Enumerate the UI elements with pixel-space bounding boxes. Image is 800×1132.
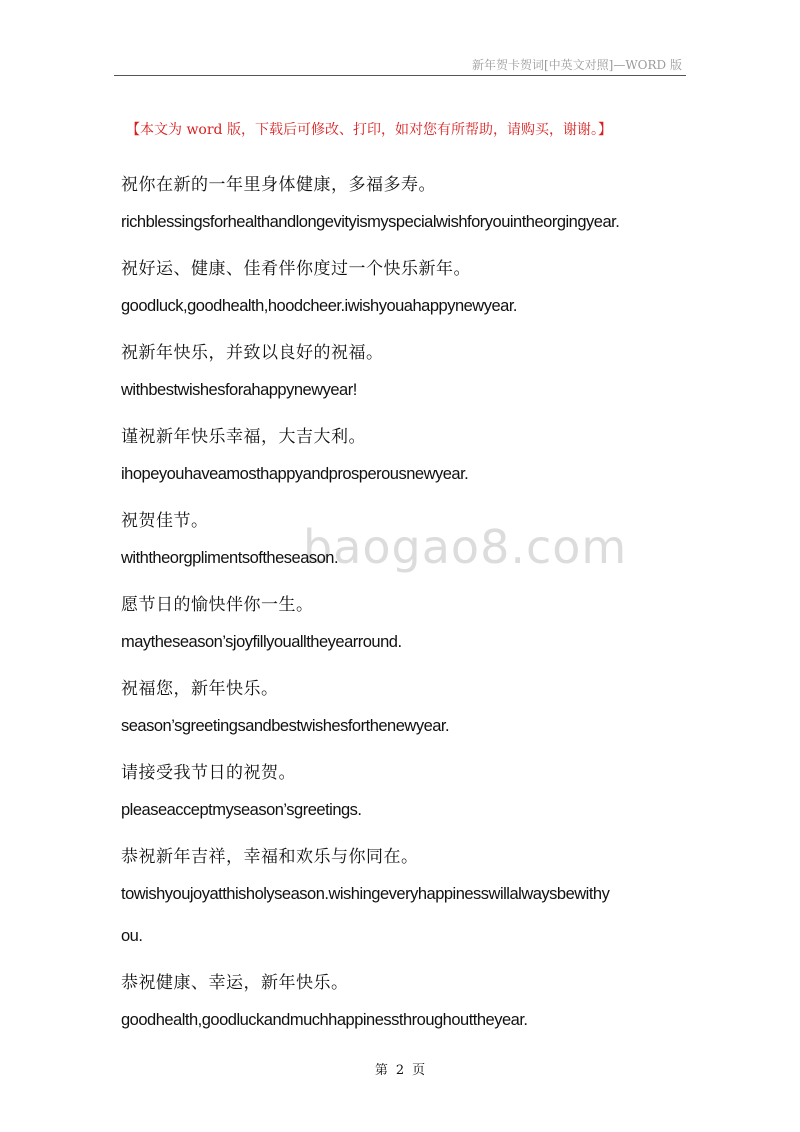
purchase-notice: 【本文为 word 版，下载后可修改、打印，如对您有所帮助，请购买，谢谢。】	[126, 122, 612, 138]
greeting-en-4: ihopeyouhaveamosthappyandprosperousnewyear.	[121, 465, 469, 483]
greeting-zh-8: 请接受我节日的祝贺。	[121, 763, 296, 783]
greeting-en-6: maytheseason’sjoyfillyoualltheyearround.	[121, 633, 402, 651]
greeting-en-5: withtheorgplimentsoftheseason.	[121, 549, 339, 567]
greeting-zh-2: 祝好运、健康、佳肴伴你度过一个快乐新年。	[121, 259, 471, 279]
page-suffix: 页	[412, 1063, 426, 1078]
page-number: 2	[395, 1063, 405, 1078]
greeting-zh-5: 祝贺佳节。	[121, 511, 209, 531]
greeting-zh-1: 祝你在新的一年里身体健康，多福多寿。	[121, 175, 436, 195]
running-header: 新年贺卡贺词[中英文对照]—WORD 版	[471, 58, 682, 72]
greeting-en-3: withbestwishesforahappynewyear!	[121, 381, 357, 399]
greeting-zh-9: 恭祝新年吉祥，幸福和欢乐与你同在。	[121, 847, 419, 867]
greeting-en-9-continued: ou.	[121, 927, 143, 945]
greeting-en-2: goodluck,goodhealth,hoodcheer.iwishyouahappynewyear.	[121, 297, 517, 315]
greeting-en-7: season’sgreetingsandbestwishesforthenewyear.	[121, 717, 450, 735]
watermark: baogao8.com	[303, 520, 628, 574]
greeting-en-1: richblessingsforhealthandlongevityismyspecialwishforyouintheorgingyear.	[121, 213, 620, 231]
greeting-zh-7: 祝福您，新年快乐。	[121, 679, 279, 699]
page-prefix: 第	[374, 1063, 388, 1078]
greeting-en-9: towishyoujoyatthisholyseason.wishingeveryhappinesswillalwaysbewithy	[121, 885, 610, 903]
greeting-zh-4: 谨祝新年快乐幸福，大吉大利。	[121, 427, 366, 447]
greeting-en-8: pleaseacceptmyseason’sgreetings.	[121, 801, 362, 819]
page-footer	[0, 1059, 800, 1078]
greeting-zh-3: 祝新年快乐，并致以良好的祝福。	[121, 343, 384, 363]
greeting-zh-10: 恭祝健康、幸运，新年快乐。	[121, 973, 349, 993]
header-divider	[114, 75, 686, 76]
greeting-en-10: goodhealth,goodluckandmuchhappinessthroughouttheyear.	[121, 1011, 528, 1029]
greeting-zh-6: 愿节日的愉快伴你一生。	[121, 595, 314, 615]
